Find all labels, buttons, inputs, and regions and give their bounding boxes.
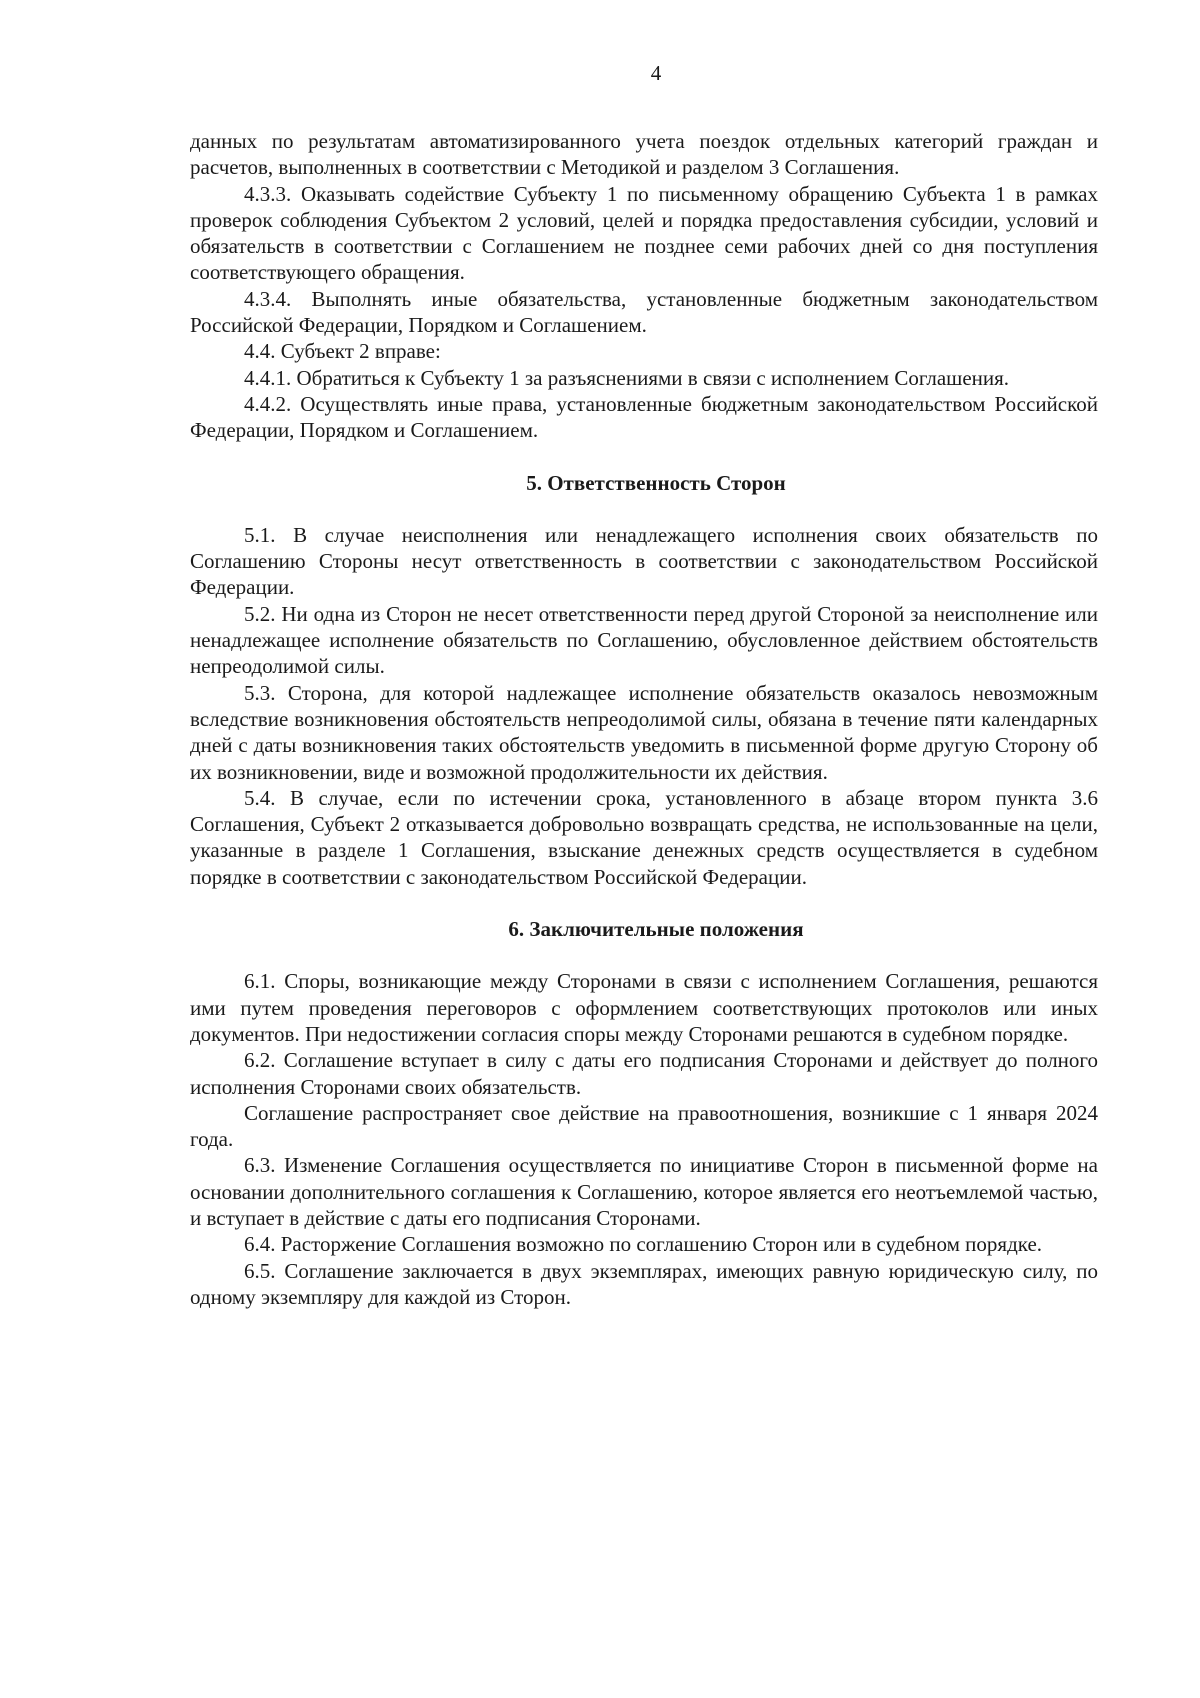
paragraph-6-5: 6.5. Соглашение заключается в двух экземплярах, имеющих равную юридическую силу, по одному экземпляру для каждой из Сторон. xyxy=(190,1258,1098,1309)
section-6-heading: 6. Заключительные положения xyxy=(508,917,804,942)
paragraph-6-2-effect: Соглашение распространяет свое действие на правоотношения, возникшие с 1 января 2024 года. xyxy=(190,1100,1098,1152)
paragraph-4-3-4: 4.3.4. Выполнять иные обязательства, установленные бюджетным законодательством Российской Федерации, Порядком и Соглашением. xyxy=(190,286,1098,338)
paragraph-5-3: 5.3. Сторона, для которой надлежащее исполнение обязательств оказалось невозможным вследствие возникновения обстоятельств непреодолимой силы, обязана в течение пяти календарных дней с даты возникновения таких обстоятельств уведомить в письменной форме другую Сторону об их возникновении, виде и возможной продолжительности их действия. xyxy=(190,680,1098,784)
section-5-heading: 5. Ответственность Сторон xyxy=(526,470,786,495)
paragraph-4-4: 4.4. Субъект 2 вправе: xyxy=(244,339,441,364)
document-page xyxy=(190,60,1098,1310)
paragraph-5-2: 5.2. Ни одна из Сторон не несет ответственности перед другой Стороной за неисполнение или ненадлежащее исполнение обязательств по Соглашению, обусловленное действием обстоятельств непреодолимой силы. xyxy=(190,601,1098,679)
paragraph-5-1: 5.1. В случае неисполнения или ненадлежащего исполнения своих обязательств по Соглашению Стороны несут ответственность в соответствии с законодательством Российской Федерации. xyxy=(190,522,1098,600)
paragraph-4-3-3: 4.3.3. Оказывать содействие Субъекту 1 по письменному обращению Субъекта 1 в рамках проверок соблюдения Субъектом 2 условий, целей и порядка предоставления субсидии, условий и обязательств в соответствии с Соглашением не позднее семи рабочих дней со дня поступления соответствующего обращения. xyxy=(190,181,1098,285)
paragraph-4-4-1: 4.4.1. Обратиться к Субъекту 1 за разъяснениями в связи с исполнением Соглашения. xyxy=(244,365,1010,390)
paragraph-6-2: 6.2. Соглашение вступает в силу с даты его подписания Сторонами и действует до полного исполнения Сторонами своих обязательств. xyxy=(190,1048,1098,1099)
paragraph-6-1: 6.1. Споры, возникающие между Сторонами в связи с исполнением Соглашения, решаются ими путем проведения переговоров с оформлением соответствующих протоколов или иных документов. При недостижении согласия споры между Сторонами решаются в судебном порядке. xyxy=(190,969,1098,1046)
section-4-continued xyxy=(190,128,1098,444)
paragraph-5-4: 5.4. В случае, если по истечении срока, установленного в абзаце втором пункта 3.6 Соглашения, Субъект 2 отказывается добровольно возвращать средства, не использованные на цели, указанные в разделе 1 Соглашения, взыскание денежных средств осуществляется в судебном порядке в соответствии с законодательством Российской Федерации. xyxy=(190,785,1098,889)
paragraph-continuation: данных по результатам автоматизированного учета поездок отдельных категорий граждан и расчетов, выполненных в соответствии с Методикой и разделом 3 Соглашения. xyxy=(190,129,1098,180)
paragraph-6-4: 6.4. Расторжение Соглашения возможно по соглашению Сторон или в судебном порядке. xyxy=(244,1232,1043,1257)
section-5-body xyxy=(190,522,1098,890)
section-6-body xyxy=(190,968,1098,1310)
page-number: 4 xyxy=(650,61,662,85)
paragraph-6-3: 6.3. Изменение Соглашения осуществляется по инициативе Сторон в письменной форме на основании дополнительного соглашения к Соглашению, которое является его неотъемлемой частью, и вступает в действие с даты его подписания Сторонами. xyxy=(190,1153,1098,1230)
paragraph-4-4-2: 4.4.2. Осуществлять иные права, установленные бюджетным законодательством Российской Федерации, Порядком и Соглашением. xyxy=(190,391,1098,443)
